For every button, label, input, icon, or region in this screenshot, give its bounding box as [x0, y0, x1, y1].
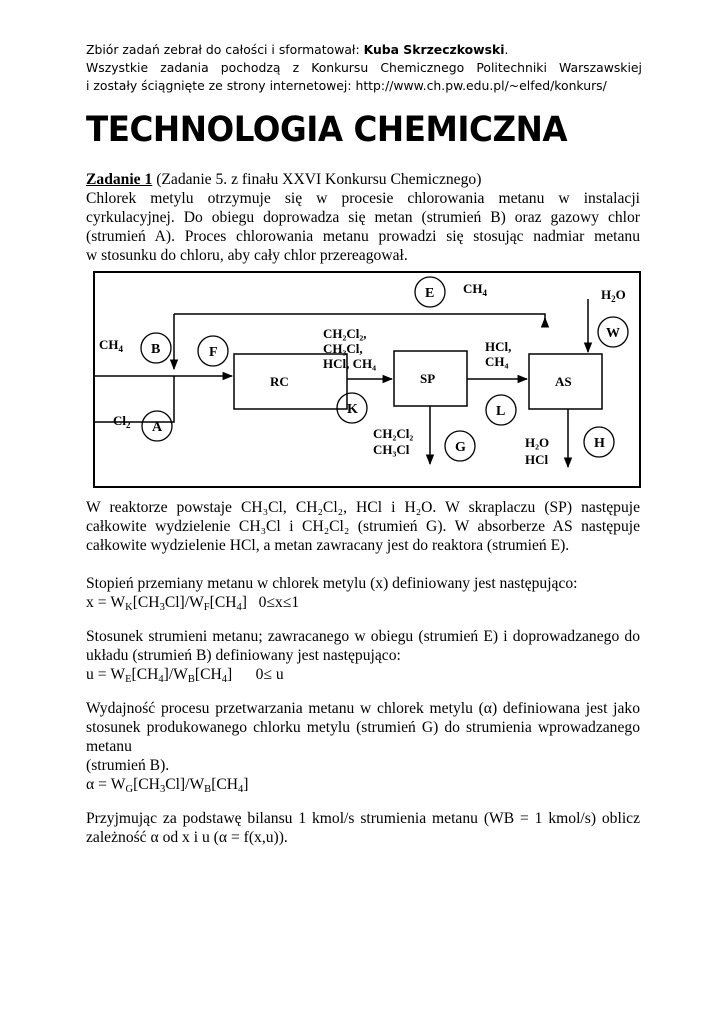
stream-g-letter: G	[455, 440, 466, 455]
header-author: Kuba Skrzeczkowski	[363, 42, 505, 57]
label-h2o-feed: $H_2O$	[601, 287, 626, 304]
recycle-line	[174, 314, 545, 320]
paragraph-conversion	[86, 574, 640, 612]
task-source: (Zadanie 5. z finału XXVI Konkursu Chemicznego)	[152, 171, 482, 188]
header-line-1	[86, 41, 642, 59]
stream-f-letter: F	[209, 345, 218, 360]
process-flow-diagram	[93, 271, 641, 488]
header-period: .	[504, 42, 509, 57]
label-rc-out-2: CH₃Cl,	[323, 341, 363, 356]
stream-a-letter: A	[152, 420, 163, 435]
p4-line-3: metanu	[86, 738, 132, 755]
intro-line-1: Chlorek metylu otrzymuje się w procesie chlorowania metanu w instalacji	[86, 190, 640, 207]
unit-rc-label: RC	[270, 374, 289, 389]
intro-line-4: w stosunku do chloru, aby cały chlor przereagował.	[86, 247, 408, 264]
paragraph-reactions	[86, 498, 640, 555]
formula-u: $u = W_E[CH_4]/W_B[CH_4]$ 0≤ u	[86, 666, 284, 685]
stream-w-letter: W	[606, 326, 620, 341]
label-rc-out-3: HCl, CH₄	[323, 356, 377, 371]
unit-sp-label: SP	[420, 371, 436, 386]
label-h-out-2: HCl	[525, 452, 549, 467]
p1-line-2: całkowite wydzielenie CH₃Cl i CH₂Cl₂ (strumień G). W absorberze AS następuje	[86, 518, 640, 535]
intro-line-2: cyrkulacyjnej. Do obiegu doprowadza się metan (strumień B) oraz gazowy chlor	[86, 209, 640, 226]
formula-alpha: $\alpha = W_G[CH_3Cl]/W_B[CH_4]$	[86, 776, 249, 795]
stream-k-letter: K	[347, 402, 358, 417]
label-sp-out-2: CH₄	[485, 354, 509, 369]
header-line-3: i zostały ściągnięte ze strony internetowej: http://www.ch.pw.edu.pl/~elfed/konkurs/	[86, 78, 607, 93]
label-h-out-1: H₂O	[525, 435, 550, 450]
task-intro	[86, 170, 640, 265]
unit-as-label: AS	[555, 374, 572, 389]
paragraph-task	[86, 809, 640, 847]
formula-x: $x = W_K[CH_3Cl]/W_F[CH_4]$ 0≤x≤1	[86, 594, 300, 613]
stream-e-letter: E	[425, 286, 435, 301]
header-credit-text: Zbiór zadań zebrał do całości i sformatował:	[86, 42, 364, 57]
p4-line-2: stosunek produkowanego chlorku metylu (strumień G) do strumienia wprowadzanego	[86, 719, 640, 736]
p5-line-1: Przyjmując za podstawę bilansu 1 kmol/s strumienia metanu (WB = 1 kmol/s) oblicz	[86, 810, 640, 827]
paragraph-yield	[86, 699, 640, 794]
label-g-out-2: CH₃Cl	[373, 442, 410, 457]
label-cl2-feed: $Cl_2$	[113, 413, 131, 430]
cl2-inlet-line	[95, 376, 174, 422]
p2-line-1: Stopień przemiany metanu w chlorek metylu (x) definiowany jest następująco:	[86, 575, 578, 592]
p3-line-1: Stosunek strumieni metanu; zawracanego w obiegu (strumień E) i doprowadzanego do	[86, 628, 640, 645]
intro-line-3: (strumień A). Proces chlorowania metanu prowadzi się stosując nadmiar metanu	[86, 228, 640, 245]
label-ch4-recycle: $CH_4$	[463, 281, 487, 298]
label-rc-out-1: CH₂Cl₂,	[323, 326, 367, 341]
p3-line-2: układu (strumień B) definiowany jest następująco:	[86, 647, 401, 664]
p1-line-3: całkowite wydzielenie HCl, a metan zawracany jest do reaktora (strumień E).	[86, 537, 570, 554]
label-sp-out-1: HCl,	[485, 339, 512, 354]
header-line-2: Wszystkie zadania pochodzą z Konkursu Chemicznego Politechniki Warszawskiej	[86, 60, 642, 75]
p4-line-4: (strumień B).	[86, 757, 170, 774]
label-g-out-1: CH₂Cl₂	[373, 426, 414, 441]
paragraph-ratio	[86, 627, 640, 684]
p5-line-2: zależność α od x i u (α = f(x,u)).	[86, 829, 288, 846]
stream-h-letter: H	[594, 436, 605, 451]
page-title: TECHNOLOGIA CHEMICZNA	[86, 110, 568, 150]
stream-l-letter: L	[496, 404, 506, 419]
task-label: Zadanie 1	[86, 171, 153, 188]
label-ch4-feed: $CH_4$	[99, 337, 123, 354]
p4-line-1: Wydajność procesu przetwarzania metanu w chlorek metylu (α) definiowana jest jako	[86, 700, 640, 717]
p1-line-1: W reaktorze powstaje CH₃Cl, CH₂Cl₂, HCl i H₂O. W skraplaczu (SP) następuje	[86, 499, 640, 516]
stream-b-letter: B	[151, 342, 161, 357]
